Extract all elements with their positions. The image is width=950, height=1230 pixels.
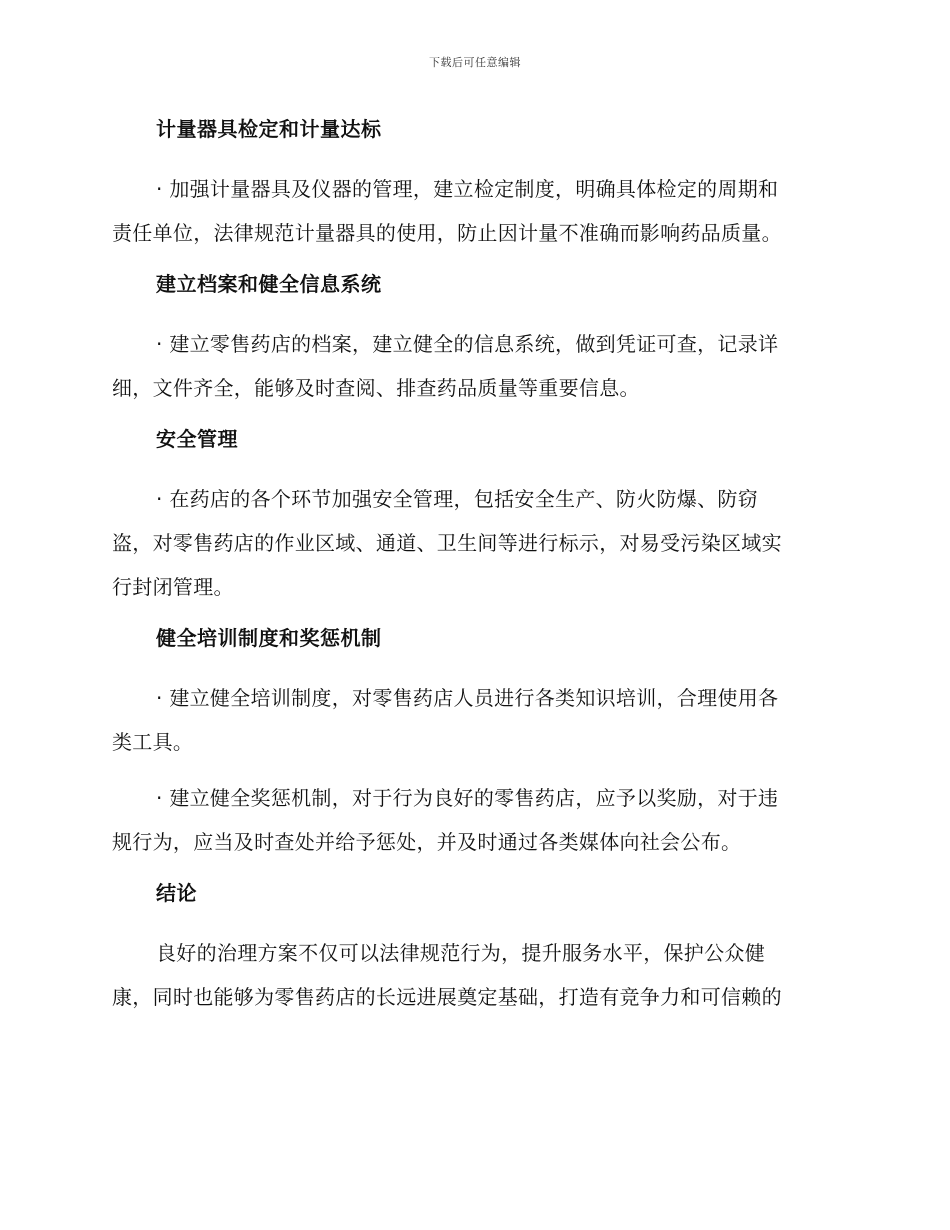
paragraph-line: 行封闭管理。: [112, 575, 234, 599]
section-paragraph: [112, 322, 832, 410]
document-body: [112, 112, 832, 1031]
paragraph-line: 盗，对零售药店的作业区域、通道、卫生间等进行标示，对易受污染区域实: [112, 531, 782, 555]
section-paragraph: [112, 776, 832, 864]
paragraph-line: 康，同时也能够为零售药店的长远进展奠定基础，打造有竞争力和可信赖的: [112, 985, 782, 1009]
section-heading: 建立档案和健全信息系统: [156, 272, 382, 296]
section-safety: [112, 422, 832, 609]
paragraph-line: 规行为，应当及时查处并给予惩处，并及时通过各类媒体向社会公布。: [112, 830, 742, 854]
section-conclusion: [112, 876, 832, 1019]
section-paragraph: [112, 676, 832, 764]
section-heading: 安全管理: [156, 427, 238, 451]
paragraph-line: · 建立健全奖惩机制，对于行为良好的零售药店，应予以奖励，对于违: [156, 786, 779, 810]
section-training: [112, 621, 832, 864]
paragraph-line: · 建立零售药店的档案，建立健全的信息系统，做到凭证可查，记录详: [156, 332, 779, 356]
page-header: 下载后可任意编辑: [429, 56, 521, 69]
section-heading: 健全培训制度和奖惩机制: [156, 626, 382, 650]
paragraph-line: · 在药店的各个环节加强安全管理，包括安全生产、防火防爆、防窃: [156, 487, 759, 511]
paragraph-line: 责任单位，法律规范计量器具的使用，防止因计量不准确而影响药品质量。: [112, 221, 782, 245]
section-paragraph: [112, 477, 832, 609]
paragraph-line: 良好的治理方案不仅可以法律规范行为，提升服务水平，保护公众健: [156, 941, 765, 965]
paragraph-line: · 加强计量器具及仪器的管理，建立检定制度，明确具体检定的周期和: [156, 177, 779, 201]
section-heading: 结论: [156, 881, 197, 905]
paragraph-line: 细，文件齐全，能够及时查阅、排查药品质量等重要信息。: [112, 376, 640, 400]
section-paragraph: [112, 931, 832, 1019]
section-archives: [112, 267, 832, 410]
section-metrology: [112, 112, 832, 255]
section-heading: 计量器具检定和计量达标: [156, 117, 382, 141]
paragraph-line: · 建立健全培训制度，对零售药店人员进行各类知识培训，合理使用各: [156, 686, 779, 710]
section-paragraph: [112, 167, 832, 255]
paragraph-line: 类工具。: [112, 730, 194, 754]
